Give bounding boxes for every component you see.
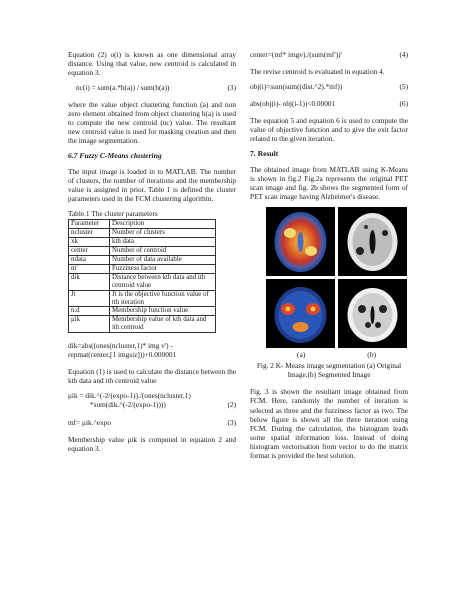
parameter-cell: xk bbox=[69, 237, 110, 246]
figure-label-b: (b) bbox=[367, 349, 377, 359]
table-row bbox=[69, 316, 216, 333]
equation-text: nc(i) = sum(a.*h(a)) / sum(h(a)) bbox=[76, 83, 170, 93]
description-cell: Membership value of kth data and ith centroid bbox=[110, 316, 216, 333]
table-row bbox=[69, 307, 216, 316]
equation-number: (5) bbox=[399, 82, 408, 92]
equation-text: mf= μik.^expo bbox=[68, 417, 112, 427]
pet-scan-original-top bbox=[266, 207, 335, 276]
paragraph: Equation (1) is used to calculate the distance between the kth data and ith centroid value bbox=[68, 367, 236, 386]
description-cell: Distance between kth data and ith centroid value bbox=[110, 273, 216, 290]
table-row bbox=[69, 290, 216, 307]
parameter-cell: dik bbox=[69, 273, 110, 290]
table-row bbox=[69, 264, 216, 273]
parameter-cell: ncluster bbox=[69, 229, 110, 238]
description-cell: Number of clusters bbox=[110, 229, 216, 238]
figure-label-a: (a) bbox=[296, 349, 306, 359]
table-row bbox=[69, 246, 216, 255]
paragraph: The revise centroid is evaluated in equation 4. bbox=[250, 67, 385, 77]
paragraph: where the value object clustering function (a) and non zero element obtained from object clustering h(a) is used to compute the new centroid (nc) value. The resultant new centroid value is used for masking creation and then the image segmentation. bbox=[68, 100, 236, 146]
section-heading: 7. Result bbox=[250, 149, 279, 159]
equation-mu bbox=[68, 391, 236, 409]
pet-scan-original-bottom bbox=[266, 279, 335, 348]
equation-text: obj(i)=sum(sum((dist.^2).*mf)) bbox=[250, 82, 343, 92]
equation-number: (3) bbox=[227, 417, 236, 427]
description-cell: Number of centroid bbox=[110, 246, 216, 255]
equation-number: (3) bbox=[227, 83, 236, 93]
equation-3 bbox=[68, 83, 236, 92]
equation-5 bbox=[250, 82, 408, 91]
equation-number: (4) bbox=[399, 50, 408, 59]
table-row bbox=[69, 255, 216, 264]
paragraph: The equation 5 and equation 6 is used to compute the value of objective function and to give the exit factor related to the given iteration. bbox=[250, 116, 408, 144]
section-heading: 6.7 Fuzzy C-Means clustering bbox=[68, 151, 162, 161]
table-caption: Table.1 The cluster parameters bbox=[68, 209, 158, 219]
table-row bbox=[69, 273, 216, 290]
description-cell: Description bbox=[110, 220, 216, 229]
table-row bbox=[69, 229, 216, 238]
parameter-cell: m' bbox=[69, 264, 110, 273]
equation-number: (2) bbox=[227, 400, 236, 410]
table-header-row bbox=[69, 220, 216, 229]
pet-scan-segmented-top bbox=[338, 207, 407, 276]
paragraph: Equation (2) o(i) is known as one dimensional array distance. Using that value, new centroid is calculated in equation 3. bbox=[68, 50, 236, 78]
parameter-cell: Jt bbox=[69, 290, 110, 307]
equation-text: *sum(dik.^(-2/(expo-1)))) bbox=[90, 400, 166, 410]
figure-labels bbox=[266, 350, 407, 359]
figure-caption: Fig. 2 K- Means image segmentation (a) Original Image,(b) Segmented Image bbox=[256, 361, 402, 380]
paragraph: The obtained image from MATLAB using K-Means is shown in fig.2 Fig.2a represents the original PET scan image and fig. 2b shows the segmented form of PET scan image having Alzheimer's disease. bbox=[250, 164, 408, 201]
parameter-cell: ndata bbox=[69, 255, 110, 264]
equation-mf bbox=[68, 418, 236, 427]
parameter-cell: Parameter bbox=[69, 220, 110, 229]
equation-line: dik=abs((ones(ncluster,1)* img v') - bbox=[68, 341, 173, 351]
description-cell: kth data bbox=[110, 237, 216, 246]
description-cell: Number of data available bbox=[110, 255, 216, 264]
paragraph: Fig. 3 is shown the resultant image obtained from FCM. Here, randomly the number of iteration is selected as three and the fuzziness factor as two. The below figure is shown all the three iteration using FCM. During the calculation, the histogram leads some spatial information loss. Instead of doing histogram vectorisation from vector to do the matrix format is provided the best solution. bbox=[250, 387, 408, 460]
table-row bbox=[69, 237, 216, 246]
equation-line: μik = dik.^(-2/(expo-1))./(ones(ncluster,1) bbox=[68, 391, 191, 401]
equation-text: abs(obj(i)- obj(i-1))<0.00001 bbox=[250, 99, 336, 109]
equation-4 bbox=[250, 50, 408, 59]
pet-scan-segmented-bottom bbox=[338, 279, 407, 348]
paragraph: Membership value μik is computed in equation 2 and equation 3. bbox=[68, 434, 236, 453]
paragraph: The input image is loaded in to MATLAB. The number of clusters, the number of iterations and the membership value is assigned in prior. Table 1 is defined the cluster parameters used in the FCM clustering algorithm. bbox=[68, 166, 236, 203]
equation-6 bbox=[250, 99, 408, 108]
description-cell: Jt is the objective function value of tth iteration bbox=[110, 290, 216, 307]
parameter-cell: μik bbox=[69, 316, 110, 333]
equation-line-2 bbox=[68, 400, 236, 409]
description-cell: Membership function value bbox=[110, 307, 216, 316]
equation-dik bbox=[68, 341, 236, 359]
parameter-cell: center bbox=[69, 246, 110, 255]
equation-line: repmat(center,[1 imgsiz]))+0.000001 bbox=[68, 350, 177, 360]
cluster-parameters-table bbox=[68, 219, 216, 333]
right-column bbox=[250, 50, 408, 466]
left-column bbox=[68, 50, 236, 459]
equation-number: (6) bbox=[399, 99, 408, 109]
figure-2-panels bbox=[266, 207, 408, 348]
equation-text: center=(mf* imgv)./(sum(mf'))' bbox=[250, 50, 342, 59]
parameter-cell: n.d bbox=[69, 307, 110, 316]
description-cell: Fuzziness factor bbox=[110, 264, 216, 273]
